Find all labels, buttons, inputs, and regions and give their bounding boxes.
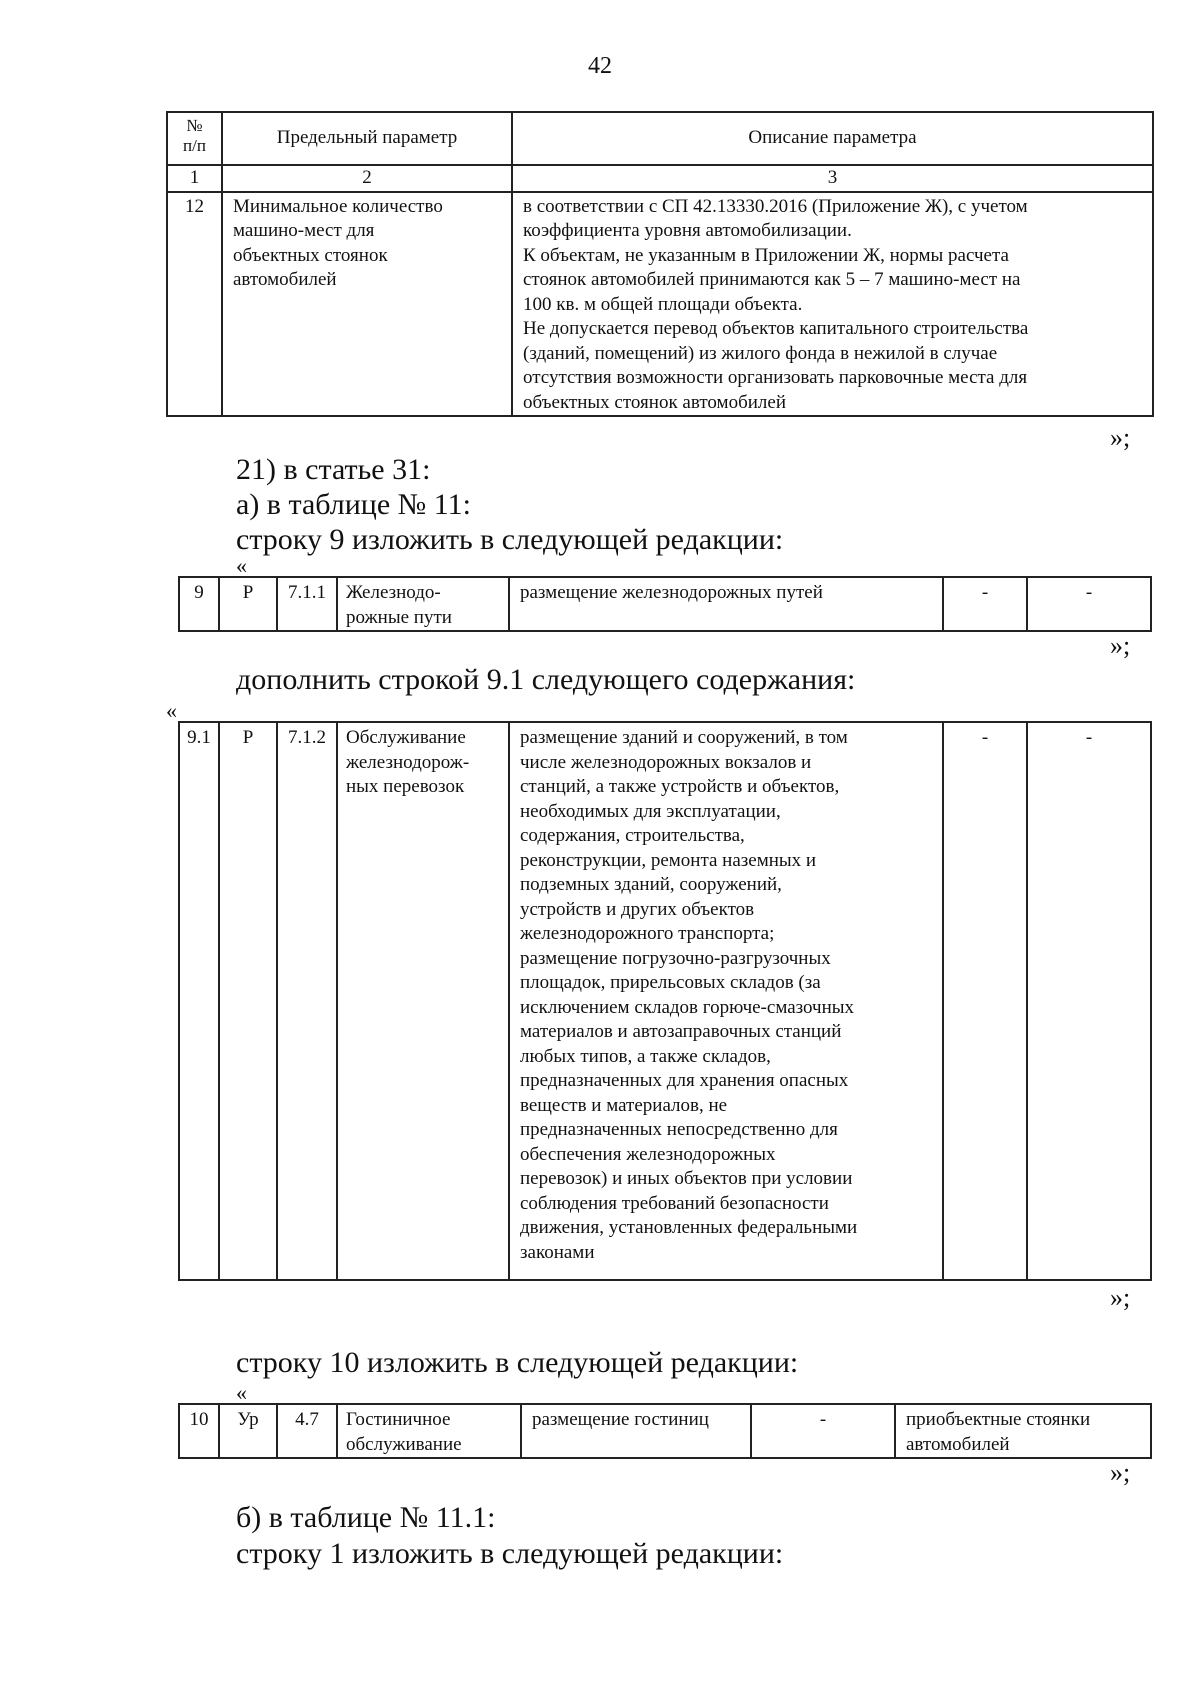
col-number-1: 1 — [167, 165, 222, 192]
row-10-table — [178, 1403, 1152, 1459]
col-number-3: 3 — [512, 165, 1153, 192]
row-10-name: Гостиничное обслуживание — [337, 1404, 521, 1458]
row-91-table — [178, 721, 1152, 1281]
row-9-col7: - — [1027, 577, 1151, 631]
row-91-col6: - — [943, 722, 1027, 1280]
row-91-name: Обслуживание железнодорож- ных перевозок — [337, 722, 509, 1280]
row-9-name: Железнодо- рожные пути — [337, 577, 509, 631]
table-11-heading: а) в таблице № 11: — [236, 488, 472, 521]
header-param: Предельный параметр — [222, 112, 512, 165]
close-quote-4: »; — [1110, 1458, 1131, 1487]
close-quote-1: »; — [1110, 423, 1131, 452]
row-12-desc: в соответствии с СП 42.13330.2016 (Приложение Ж), с учетом коэффициента уровня автомобилизации. К объектам, не указанным в Приложении Ж, нормы расчета стоянок автомобилей принимаются как 5 – 7 машино-мест на 100 кв. м общей площади объекта. Не допускается перевод объектов капитального строительства (зданий, помещений) из жилого фонда в нежилой в случае отсутствия возможности организовать парковочные места для объектных стоянок автомобилей — [512, 192, 1153, 417]
row-9-zone: Р — [219, 577, 277, 631]
row-91-code: 7.1.2 — [277, 722, 337, 1280]
close-quote-3: »; — [1110, 1283, 1131, 1312]
row-9-code: 7.1.1 — [277, 577, 337, 631]
row-12-num: 12 — [167, 192, 222, 417]
row-9-table — [178, 576, 1152, 632]
row-10-code: 4.7 — [277, 1404, 337, 1458]
header-desc: Описание параметра — [512, 112, 1153, 165]
header-num: № п/п — [167, 112, 222, 165]
row-91-desc: размещение зданий и сооружений, в том числе железнодорожных вокзалов и станций, а также устройств и объектов, необходимых для эксплуатации, содержания, строительства, реконструкции, ремонта наземных и подземных зданий, сооружений, устройств и других объектов железнодорожного транспорта; размещение погрузочно-разгрузочных площадок, прирельсовых складов (за исключением складов горюче-смазочных материалов и автозаправочных станций любых типов, а также складов, предназначенных для хранения опасных веществ и материалов, не предназначенных непосредственно для обеспечения железнодорожных перевозок) и иных объектов при условии соблюдения требований безопасности движения, установленных федеральными законами — [509, 722, 943, 1280]
row-9-num: 9 — [179, 577, 219, 631]
close-quote-2: »; — [1110, 631, 1131, 660]
open-quote-2: « — [166, 698, 177, 723]
row-10-col6: - — [751, 1404, 895, 1458]
row-10-desc: размещение гостиниц — [521, 1404, 751, 1458]
row-10-zone: Ур — [219, 1404, 277, 1458]
open-quote-1: « — [236, 553, 247, 578]
row-12-param: Минимальное количество машино-мест для объектных стоянок автомобилей — [222, 192, 512, 417]
col-number-2: 2 — [222, 165, 512, 192]
row-91-num: 9.1 — [179, 722, 219, 1280]
table-11-1-heading: б) в таблице № 11.1: — [236, 1501, 496, 1534]
row-1-instruction: строку 1 изложить в следующей редакции: — [236, 1537, 784, 1570]
row-10-col7: приобъектные стоянки автомобилей — [895, 1404, 1151, 1458]
row-91-col7: - — [1027, 722, 1151, 1280]
row-9-desc: размещение железнодорожных путей — [509, 577, 943, 631]
page-number: 42 — [588, 53, 612, 79]
row-9-instruction: строку 9 изложить в следующей редакции: — [236, 523, 784, 556]
row-9-col6: - — [943, 577, 1027, 631]
add-row-91-instruction: дополнить строкой 9.1 следующего содержания: — [236, 663, 856, 696]
row-91-zone: Р — [219, 722, 277, 1280]
row-10-num: 10 — [179, 1404, 219, 1458]
row-10-instruction: строку 10 изложить в следующей редакции: — [236, 1346, 799, 1379]
open-quote-3: « — [236, 1380, 247, 1405]
article-21-heading: 21) в статье 31: — [236, 453, 431, 486]
parameters-table — [166, 111, 1154, 417]
